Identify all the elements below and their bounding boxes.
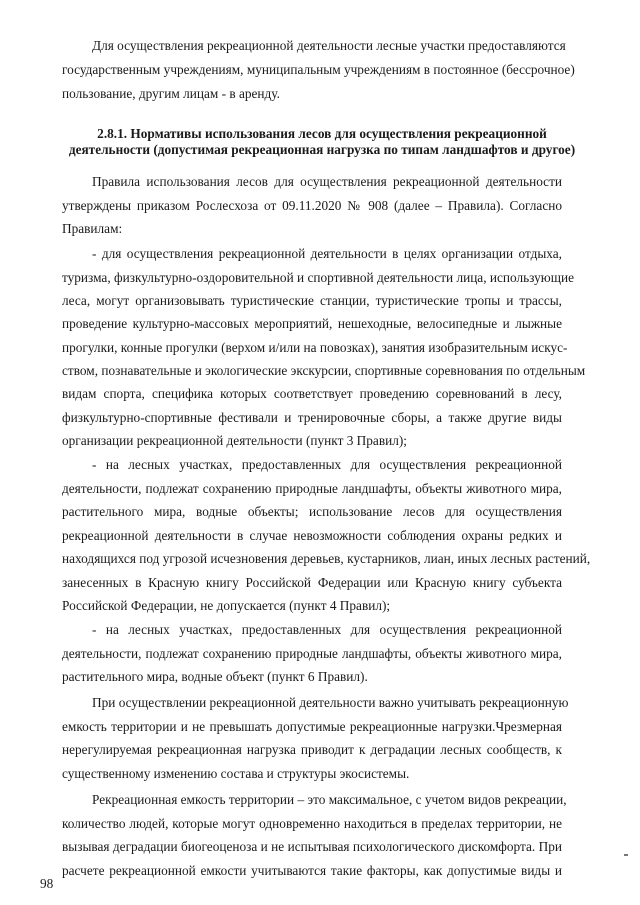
list-item-2-line-1: - на лесных участках, предоставленных для осуществления рекреационной — [92, 457, 562, 472]
list-item-2-line-2: деятельности, подлежат сохранению природные ландшафты, объекты животного мира, — [62, 481, 562, 496]
list-item-2-line-5: находящихся под угрозой исчезновения деревьев, кустарников, лиан, иных лесных растений, — [62, 551, 591, 566]
definition-line-1: Рекреационная емкость территории – это максимальное, с учетом видов рекреации, — [92, 792, 567, 807]
capacity-line-1: При осуществлении рекреационной деятельности важно учитывать рекреационную — [92, 695, 569, 710]
definition-line-3: вызывая деградации биогеоценоза и не испытывая психологического дискомфорта. При — [62, 839, 562, 854]
section-heading-line-1: 2.8.1. Нормативы использования лесов для осуществления рекреационной — [97, 126, 547, 141]
list-item-1-line-5: прогулки, конные прогулки (верхом и/или на повозках), занятия изобразительным искус- — [62, 340, 568, 355]
intro-line-2: государственным учреждениям, муниципальным учреждениям в постоянное (бессрочное) — [62, 62, 575, 77]
list-item-1-line-6: ством, познавательные и экологические экскурсии, спортивные соревнования по отдельным — [62, 363, 586, 378]
list-item-1-line-1: - для осуществления рекреационной деятельности в целях организации отдыха, — [92, 246, 562, 261]
intro-line-1: Для осуществления рекреационной деятельности лесные участки предоставляются — [92, 38, 566, 53]
rules-line-2: утверждены приказом Рослесхоза от 09.11.2020 № 908 (далее – Правила). Согласно — [62, 198, 562, 213]
rules-line-1: Правила использования лесов для осуществления рекреационной деятельности — [92, 174, 562, 189]
section-heading-line-2: деятельности (допустимая рекреационная нагрузка по типам ландшафтов и другое) — [68, 142, 576, 157]
scan-artifact-mark — [624, 854, 628, 856]
list-item-1-line-9: организации рекреационной деятельности (пункт 3 Правил); — [62, 433, 407, 448]
intro-line-3: пользование, другим лицам - в аренду. — [62, 86, 280, 101]
list-item-1-line-8: физкультурно-спортивные фестивали и тренировочные сборы, а также другие виды — [62, 410, 562, 425]
list-item-2-line-4: рекреационной деятельности в случае невозможности соблюдения охраны редких и — [62, 528, 562, 543]
rules-line-3: Правилам: — [62, 221, 123, 236]
list-item-2-line-6: занесенных в Красную книгу Российской Федерации или Красную книгу субъекта — [62, 575, 562, 590]
list-item-1-line-4: проведение культурно-массовых мероприятий, нешеходные, велосипедные и лыжные — [62, 316, 562, 331]
list-item-1-line-2: туризма, физкультурно-оздоровительной и спортивной деятельности лица, использующие — [62, 270, 574, 285]
list-item-3-line-3: растительного мира, водные объект (пункт 6 Правил). — [62, 669, 368, 684]
capacity-line-4: существенному изменению состава и структуры экосистемы. — [62, 766, 410, 781]
definition-line-4: расчете рекреационной емкости учитываются такие факторы, как допустимые виды и — [62, 863, 562, 878]
list-item-2-line-7: Российской Федерации, не допускается (пункт 4 Правил); — [62, 598, 391, 613]
list-item-1-line-7: видам спорта, специфика которых соответствует проведению соревнований в лесу, — [62, 386, 562, 401]
page-number: 98 — [40, 876, 54, 891]
capacity-line-3: нерегулируемая рекреационная нагрузка приводит к деградации лесных сообществ, к — [62, 742, 562, 757]
definition-line-2: количество людей, которые могут одновременно находиться в пределах территории, не — [62, 816, 562, 831]
list-item-2-line-3: растительного мира, водные объекты; использование лесов для осуществления — [62, 504, 562, 519]
list-item-1-line-3: леса, могут организовывать туристические станции, туристические тропы и трассы, — [62, 293, 562, 308]
list-item-3-line-2: деятельности, подлежат сохранению природные ландшафты, объекты животного мира, — [62, 646, 562, 661]
capacity-line-2: емкость территории и не превышать допустимые рекреационные нагрузки.Чрезмерная — [62, 719, 562, 734]
list-item-3-line-1: - на лесных участках, предоставленных для осуществления рекреационной — [92, 622, 562, 637]
